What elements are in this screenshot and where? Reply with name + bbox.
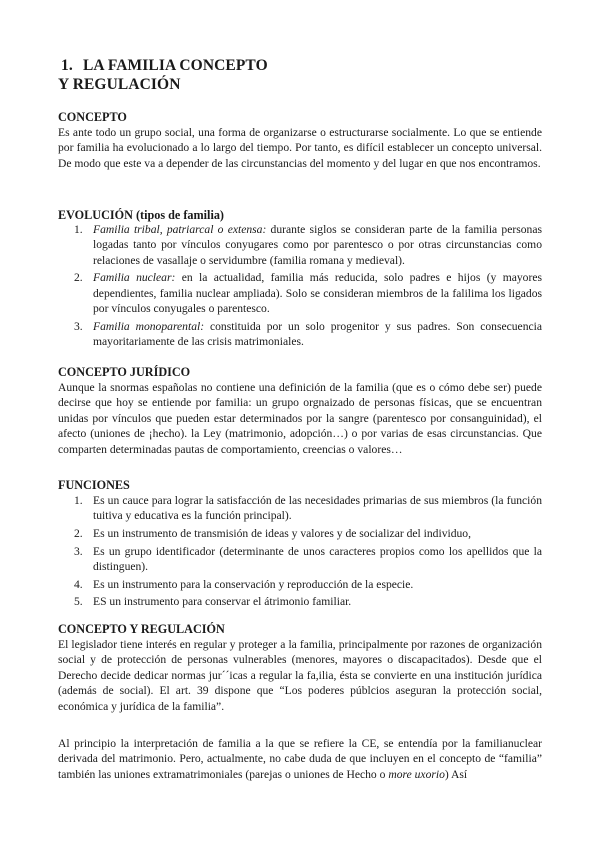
list-item bbox=[58, 577, 542, 592]
list-text: durante siglos se consideran parte de la familia personas logadas tanto por vínculos conyugares como por parentesco o por otras circunstancias como relaciones de vasallaje o servidumbre (familia romana y medieval). bbox=[93, 223, 542, 267]
heading-concepto: CONCEPTO bbox=[58, 110, 127, 124]
list-text: constituida por un solo progenitor y sus padres. Son consecuencia mayoritariamente de las crisis matrimoniales. bbox=[93, 319, 543, 349]
family-type-label: Familia tribal, patriarcal o extensa: bbox=[93, 223, 267, 236]
list-number: 1. bbox=[74, 223, 83, 236]
regulacion-paragraph: El legislador tiene interés en regular y proteger a la familia, principalmente por razones de organización social y de protección de personas vulnerables (menores, mayores o discapacitados). Desde que el Derecho decide dedicar normas jur´´icas a regular la fa,ilia, ésta se convierte en una institución jurídica (además de social). El art. 39 dispone que “Los poderes públcios aseguran la protección social, económica y jurídica de la familia”. bbox=[58, 638, 542, 713]
list-number: 2. bbox=[74, 527, 83, 540]
heading-concepto-juridico: CONCEPTO JURÍDICO bbox=[58, 365, 191, 379]
list-item bbox=[58, 270, 542, 316]
list-number: 1. bbox=[74, 494, 83, 507]
heading-evolucion: EVOLUCIÓN (tipos de familia) bbox=[58, 208, 224, 222]
list-item bbox=[58, 222, 542, 268]
title-number: 1. bbox=[61, 57, 73, 74]
final-text: Al principio la interpretación de familia a la que se refiere la CE, se entendía por la familianuclear derivada del matrimonio. Pero, actualmente, no cabe duda de que incluyen en el concepto de “familia” también las uniones extramatrimoniales (parejas o uniones de Hecho o bbox=[58, 737, 542, 781]
list-text: Es un cauce para lograr la satisfacción de las necesidades primarias de sus miembros (la función tuitiva y educativa es la función principal). bbox=[93, 494, 542, 523]
list-item bbox=[58, 544, 542, 575]
final-paragraph bbox=[58, 736, 542, 782]
heading-concepto-regulacion: CONCEPTO Y REGULACIÓN bbox=[58, 622, 225, 636]
list-item bbox=[58, 493, 542, 524]
final-tail: ) Así bbox=[444, 767, 468, 781]
list-number: 3. bbox=[74, 544, 83, 558]
list-text: ES un instrumento para conservar el átrimonio familiar. bbox=[93, 595, 352, 609]
heading-funciones: FUNCIONES bbox=[58, 478, 130, 492]
funciones-list bbox=[58, 493, 542, 612]
list-number: 3. bbox=[74, 319, 83, 333]
list-item bbox=[58, 319, 542, 350]
list-text: Es un instrumento para la conservación y reproducción de la especie. bbox=[93, 577, 414, 591]
list-text: Es un grupo identificador (determinante de unos caracteres propios como los apellidos que la distinguen). bbox=[93, 544, 542, 573]
page-title bbox=[58, 56, 378, 94]
family-type-label: Familia monoparental: bbox=[93, 319, 205, 333]
list-item bbox=[58, 526, 542, 541]
list-number: 5. bbox=[74, 595, 83, 609]
concepto-paragraph: Es ante todo un grupo social, una forma de organizarse o estructurarse socialmente. Lo que se entiende por familia ha evolucionado a lo largo del tiempo. Por tanto, es difícil establecer un concepto universal. De modo que este va a depender de las circunstancias del momento y del lugar en que nos encontramos. bbox=[58, 126, 542, 170]
list-number: 4. bbox=[74, 577, 83, 591]
family-type-label: Familia nuclear: bbox=[93, 271, 176, 285]
title-line-1: LA FAMILIA CONCEPTO bbox=[82, 57, 268, 74]
final-italic: more uxorio bbox=[388, 767, 445, 781]
list-item bbox=[58, 594, 542, 609]
list-text: en la actualidad, familia más reducida, solo padres e hijos (y mayores dependientes, familia nuclear ampliada). Solo se consideran miembros de la falilima los ligados por vínculos conyugales o parentesco. bbox=[93, 271, 542, 316]
list-text: Es un instrumento de transmisión de ideas y valores y de socializar del individuo, bbox=[93, 527, 472, 540]
title-line-2: Y REGULACIÓN bbox=[58, 76, 181, 93]
list-number: 2. bbox=[74, 271, 83, 285]
juridico-paragraph: Aunque la snormas españolas no contiene una definición de la familia (que es o cómo debe ser) puede decirse que hoy se entiende por familia: un grupo orgnaizado de personas físicas, que se encuentran unidas por vínculos que pueden estar determinados por la sangre (parentesco por consanguinidad), el afecto (uniones de ¡hecho). la Ley (matrimonio, adopción…) o por varias de esas circunstancias. Que comparten determinadas pautas de comportamiento, creencias o valores… bbox=[58, 381, 542, 456]
evolucion-list bbox=[58, 222, 542, 352]
